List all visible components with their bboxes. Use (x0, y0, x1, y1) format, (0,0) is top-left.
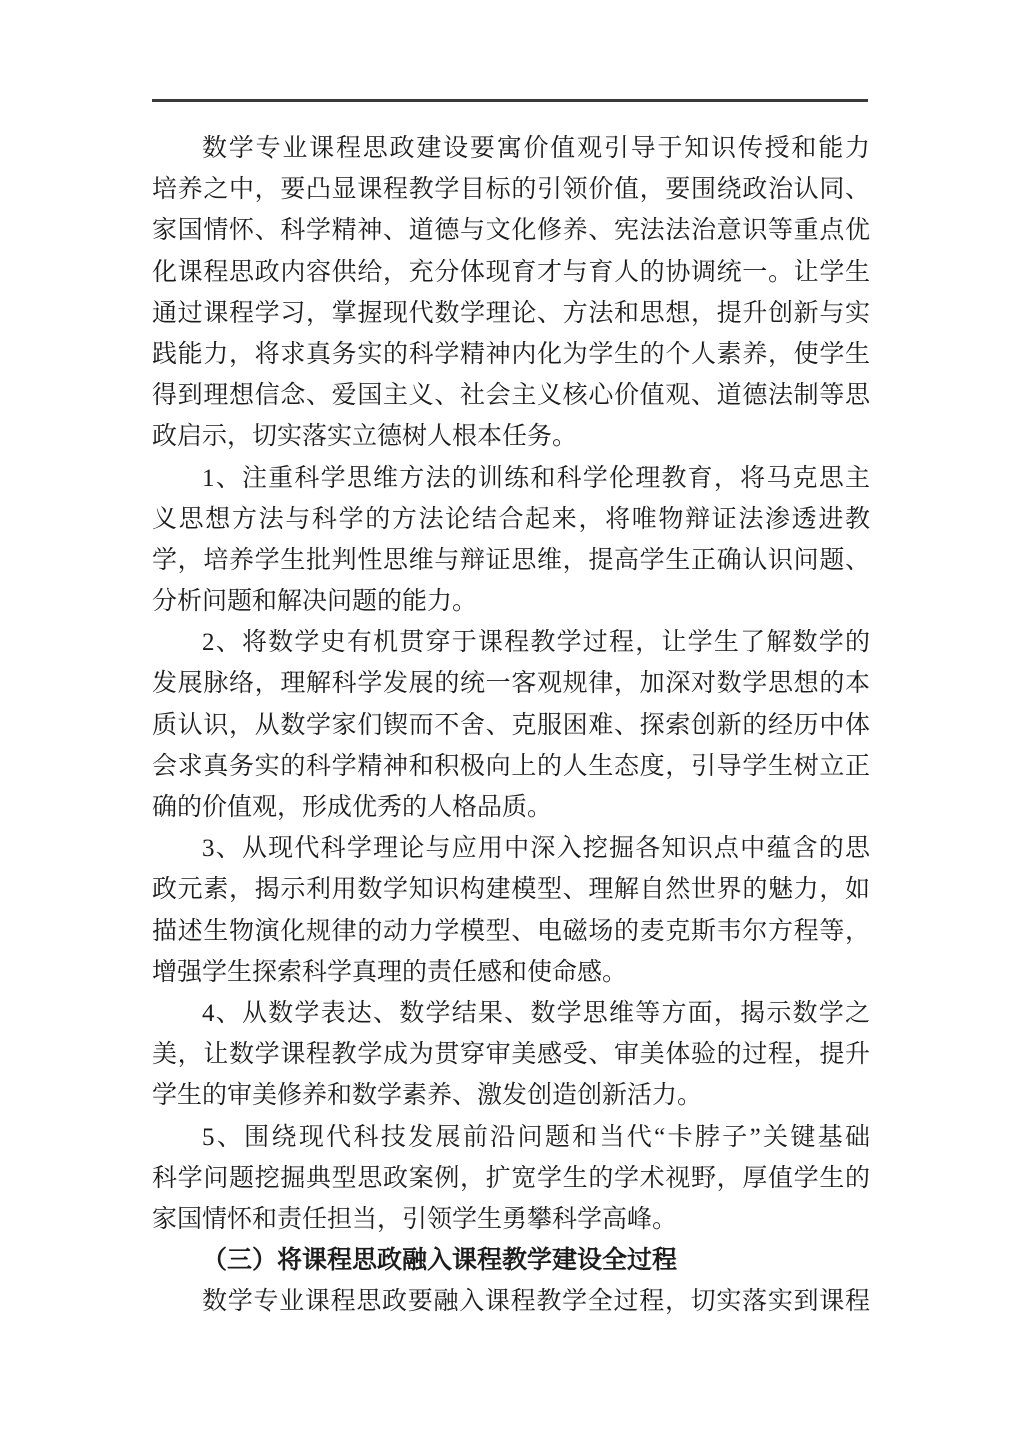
text-line: 义思想方法与科学的方法论结合起来，将唯物辩证法渗透进教 (152, 505, 870, 533)
text-line: 质认识，从数学家们锲而不舍、克服困难、探索创新的经历中体 (152, 711, 870, 739)
heading-line: （三）将课程思政融入课程教学建设全过程 (202, 1247, 678, 1275)
text-line: 数学专业课程思政要融入课程教学全过程，切实落实到课程 (202, 1288, 870, 1316)
text-line: 描述生物演化规律的动力学模型、电磁场的麦克斯韦尔方程等， (152, 917, 870, 945)
text-line: 4、从数学表达、数学结果、数学思维等方面，揭示数学之 (202, 999, 870, 1027)
text-line: 美，让数学课程教学成为贯穿审美感受、审美体验的过程，提升 (152, 1041, 870, 1069)
text-line: 家国情怀、科学精神、道德与文化修养、宪法法治意识等重点优 (152, 217, 870, 245)
text-line: 培养之中，要凸显课程教学目标的引领价值，要围绕政治认同、 (152, 176, 870, 204)
text-line: 科学问题挖掘典型思政案例，扩宽学生的学术视野，厚值学生的 (152, 1164, 870, 1192)
text-line: 1、注重科学思维方法的训练和科学伦理教育，将马克思主 (202, 464, 870, 492)
text-line: 2、将数学史有机贯穿于课程教学过程，让学生了解数学的 (202, 629, 870, 657)
text-line: 3、从现代科学理论与应用中深入挖掘各知识点中蕴含的思 (202, 835, 870, 863)
text-line: 化课程思政内容供给，充分体现育才与育人的协调统一。让学生 (152, 258, 870, 286)
body-paragraph (152, 622, 870, 828)
body-paragraph (152, 1281, 870, 1322)
text-line: 会求真务实的科学精神和积极向上的人生态度，引导学生树立正 (152, 752, 870, 780)
text-line: 学生的审美修养和数学素养、激发创造创新活力。 (152, 1082, 703, 1110)
text-line: 践能力，将求真务实的科学精神内化为学生的个人素养，使学生 (152, 340, 870, 368)
header-divider (152, 99, 868, 102)
body-paragraph (152, 1117, 870, 1241)
section-heading (152, 1240, 870, 1281)
text-line: 确的价值观，形成优秀的人格品质。 (152, 794, 553, 821)
text-line: 政启示，切实落实立德树人根本任务。 (152, 423, 578, 451)
body-paragraph (152, 128, 870, 458)
text-line: 增强学生探索科学真理的责任感和使命感。 (152, 958, 628, 986)
text-line: 得到理想信念、爱国主义、社会主义核心价值观、道德法制等思 (152, 382, 870, 410)
body-paragraph (152, 458, 870, 623)
text-line: 通过课程学习，掌握现代数学理论、方法和思想，提升创新与实 (152, 299, 870, 327)
text-line: 发展脉络，理解科学发展的统一客观规律，加深对数学思想的本 (152, 670, 870, 698)
body-paragraph (152, 828, 870, 993)
text-line: 数学专业课程思政建设要寓价值观引导于知识传授和能力 (202, 135, 870, 162)
text-line: 5、围绕现代科技发展前沿问题和当代“卡脖子”关键基础 (202, 1123, 870, 1151)
text-line: 政元素，揭示利用数学知识构建模型、理解自然世界的魅力，如 (152, 876, 870, 904)
body-paragraph (152, 993, 870, 1117)
document-body (152, 128, 870, 1322)
text-line: 分析问题和解决问题的能力。 (152, 588, 478, 616)
text-line: 家国情怀和责任担当，引领学生勇攀科学高峰。 (152, 1205, 678, 1233)
text-line: 学，培养学生批判性思维与辩证思维，提高学生正确认识问题、 (152, 546, 870, 574)
